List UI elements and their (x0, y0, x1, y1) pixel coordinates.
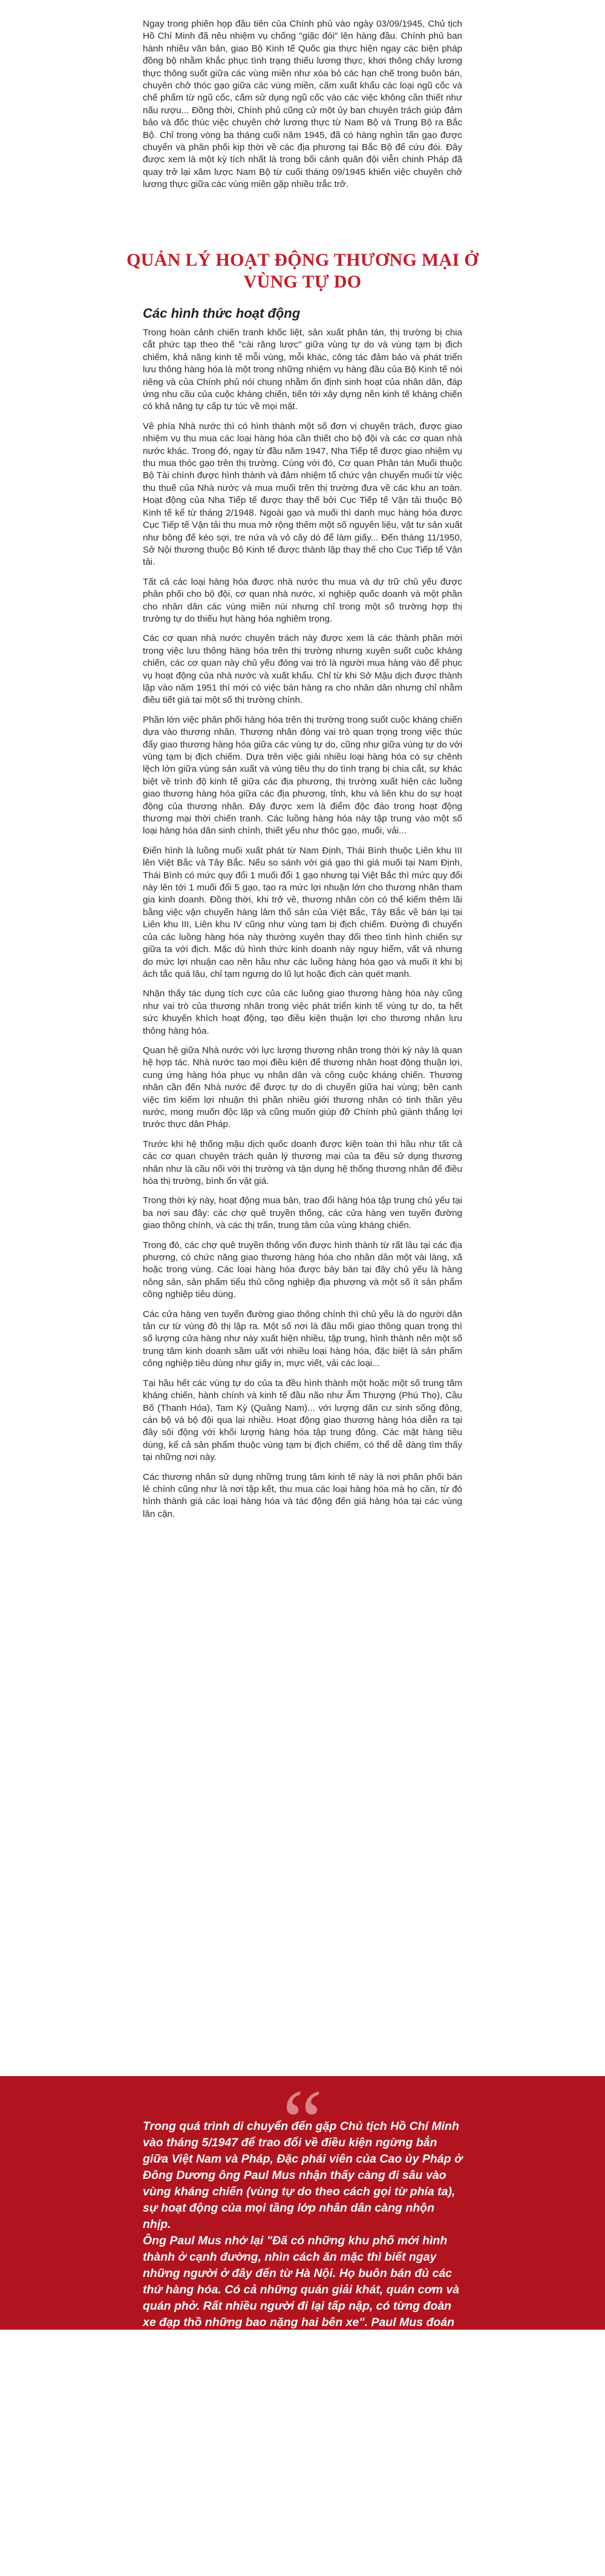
body-paragraph: Nhận thấy tác dụng tích cực của các luồng giao thương hàng hóa này cũng như vai trò của thương nhân trong việc phát triển kinh tế vùng tự do, ta hết sức khuyến khích hoạt động, tạo điều kiện thuận lợi cho thương nhân lưu thông hàng hóa. (143, 988, 462, 1036)
body-paragraph: Về phía Nhà nước thì có hình thành một số đơn vị chuyên trách, được giao nhiệm vụ thu mua các loại hàng hóa cần thiết cho bộ đội và các cơ quan nhà nước khác. Trong đó, ngay từ đầu năm 1947, Nha Tiếp tế được giao nhiệm vụ thu mua thóc gạo trên thị trường. Cùng với đó, Cơ quan Phân tán Muối thuộc Bộ Tài chính được hình thành và đảm nhiệm tổ chức vận chuyển muối từ việc thu thuế của Nhà nước và mua muối trên thị trường đưa về các khu an toàn. Hoạt động của Nha Tiếp tế được thay thế bởi Cục Tiếp tế Vận tải thuộc Bộ Kinh tế kể từ tháng 2/1948. Ngoài gạo và muối thì danh mục hàng hóa được Cục Tiếp tế Vận tải thu mua mở rộng thêm một số nguyên liệu, vật tư sản xuất như bông để kéo sợi, tre nứa và vỏ cây dó để làm giấy... Đến tháng 11/1950, Sở Nội thương thuộc Bộ Kinh tế được thành lập thay thế cho Cục Tiếp tế Vận tải. (143, 421, 462, 568)
quote-band (0, 2071, 605, 2574)
body-paragraph: Phần lớn việc phân phối hàng hóa trên thị trường trong suốt cuộc kháng chiến dựa vào thương nhân. Thương nhân đóng vai trò quan trọng trong việc thúc đẩy giao thương hàng hóa giữa các vùng tự do, cũng như giữa vùng tự do với vùng tạm bị địch chiếm. Dựa trên việc giải nhiều loại hàng hóa có sự chênh lệch lớn giữa vùng sản xuất và vùng tiêu thụ do tình trạng bị chia cắt, sự khác biệt về trình độ kinh tế giữa các địa phương, thị trường xuất hiện các luồng giao thương hàng hóa giữa các địa phương, tỉnh, khu và liên khu do sự hoạt động của thương nhân. Đây được xem là điểm độc đáo trong hoạt động thương mại thời chiến tranh. Các luồng hàng hóa này tập trung vào một số loại hàng hóa dân sinh chính, thiết yếu như thóc gạo, muối, vải... (143, 714, 462, 836)
body-paragraph: Quan hệ giữa Nhà nước với lực lượng thương nhân trong thời kỳ này là quan hệ hợp tác. Nhà nước tạo mọi điều kiện để thương nhân hoạt động thuận lợi, cung ứng hàng hóa phục vụ nhân dân và công cuộc kháng chiến. Thương nhân cần đến Nhà nước để được tự do di chuyển giữa hai vùng; bên cạnh việc tìm kiếm lợi nhuận thì phần nhiều giới thương nhân có tinh thần yêu nước, mong muốn độc lập và cũng muốn giúp đỡ Chính phủ giành thắng lợi trước thực dân Pháp. (143, 1045, 462, 1130)
body-paragraph: Điển hình là luồng muối xuất phát từ Nam Định, Thái Bình thuộc Liên khu III lên Việt Bắc và Tây Bắc. Nếu so sánh với giá gạo thì giá muối tại Nam Định, Thái Bình có mức quy đổi 1 muối đổi 1 gạo nhưng tại Việt Bắc thì mức quy đổi này lên tới 1 muối đổi 5 gạo, tạo ra mức lợi nhuận lớn cho thương nhân tham gia kinh doanh. Đồng thời, khi trở về, thương nhân còn có thể kiếm thêm lãi bằng việc vận chuyển hàng lâm thổ sản của Việt Bắc, Tây Bắc về bán lại tại Liên khu III, Liên khu IV cũng như vùng tạm bị địch chiếm. Đường đi chuyển của các luồng hàng hóa này thường xuyên thay đổi theo tình hình chiến sự giữa ta với địch. Mặc dù hình thức kinh doanh này nguy hiểm, vất vả nhưng do mức lợi nhuận cao nên hầu như các luồng hàng hóa gạo và muối ít khi bị ách tắc quá lâu, chỉ tạm ngưng do lũ lụt hoặc địch càn quét mạnh. (143, 845, 462, 979)
intro-section (143, 18, 462, 199)
body-paragraph: Các thương nhân sử dụng những trung tâm kinh tế này là nơi phân phối bán lẻ chính cũng như là nơi tập kết, thu mua các loại hàng hóa mà họ cần, từ đó hình thành giá các loại hàng hóa và tác động đến giá hàng hóa tại các vùng lân cận. (143, 1471, 462, 1519)
body-column (143, 327, 462, 1528)
quote-paragraph: Một đêm, trước khi gặp Chủ tịch Hồ Chí Minh vào ngày 12/05/1947, ông Paul Mus cho biết được dẫn vào xem một đô thị. Đô thị cũ đã bị phá nhưng nhiều phố có nhiều nhà mới làm bằng tre lợp lá cọ. Nhà nào cũng thắp đèn sáng để bán hàng. Rất đông người đi lại mua bán. Một đô thị buôn bán sầm uất như những khu phố ở ngoại thành Hà Nội mà Paul Mus đã biết. Mãi về sau, Paul Mus mới biết nơi đó là thị xã Thái Nguyên. (143, 2446, 462, 2574)
quote-paragraph: Ông Paul Mus nhớ lại "Đã có những khu phố mới hình thành ở cạnh đường, nhìn cách ăn mặc thì biết ngay những người ở đây đến từ Hà Nội. Họ buôn bán đủ các thứ hàng hóa. Có cả những quán giải khát, quán cơm và quán phở. Rất nhiều người đi lại tấp nập, có từng đoàn xe đạp thồ những bao nặng hai bên xe". Paul Mus đoán những kiện hàng này là gạo hoặc muối - hai thứ mặt hàng cực kỳ thiết yếu tại Việt Bắc nói riêng và vùng tự do nói chung. Nhiều lần qua những ngã tư, có dân quân ngăn đường, để bộ đội hành quân, Paul Mus và những người đi đường phải đợi rất lâu. Đi trong đêm tối các khách bộ hành mang nặng hàng hóa, nhưng họ vẫn cười nói vui vẻ. (143, 2234, 463, 2443)
body-paragraph: Tất cả các loại hàng hóa được nhà nước thu mua và dự trữ chủ yếu được phân phối cho bộ đội, cơ quan nhà nước, xí nghiệp quốc doanh và một phần cho nhân dân các vùng miền núi nhưng chỉ trong một số trường hợp thị trường tự do thiếu hụt hàng hóa nghiêm trọng. (143, 576, 462, 624)
quote-mark-icon: “ (282, 2071, 323, 2172)
quote-text (143, 2118, 463, 2576)
body-paragraph: Các cơ quan nhà nước chuyên trách này được xem là các thành phần mới trong việc lưu thông hàng hóa trên thị trường nhưng xuyên suốt cuộc kháng chiến, các cơ quan này chủ yếu đóng vai trò là người mua hàng vào để phục vụ hoạt động của nhà nước và xuất khẩu. Chỉ từ khi Sở Mậu dịch được thành lập vào năm 1951 thì mới có việc bán hàng ra cho nhân dân nhưng chỉ nhằm điều tiết giá tại một số thị trường chính. (143, 633, 462, 706)
body-paragraph: Các cửa hàng ven tuyến đường giao thông chính thì chủ yếu là do người dân tản cư từ vùng đô thị lập ra. Một số nơi là đầu mối giao thông quan trọng thì số lượng cửa hàng như này xuất hiện nhiều, tập trung, hình thành nên một số trung tâm kinh doanh sầm uất với nhiều loại hàng hóa, đặc biệt là sản phẩm công nghiệp tiêu dùng như giấy in, mực viết, vải các loại... (143, 1309, 462, 1369)
body-paragraph: Trong đó, các chợ quê truyền thống vốn được hình thành từ rất lâu tại các địa phương, có chức năng giao thương hàng hóa cho nhân dân một vài làng, xã hoặc trong vùng. Các loại hàng hóa được bày bán tại đây chủ yếu là hàng nông sản, sản phẩm tiểu thủ công nghiệp địa phương và một số ít sản phẩm công nghiệp tiêu dùng. (143, 1240, 462, 1300)
sub-heading: Các hình thức hoạt động (143, 306, 301, 321)
intro-paragraph: Ngay trong phiên họp đầu tiên của Chính phủ vào ngày 03/09/1945, Chủ tịch Hồ Chí Minh đã nêu nhiệm vụ chống "giặc đói" lên hàng đầu. Chính phủ ban hành nhiều văn bản, giao Bộ Kinh tế Quốc gia thực hiện ngay các biện pháp đồng bộ nhằm khắc phục tình trạng thiếu lương thực, khơi thông chảy lương thực thông suốt giữa các vùng miền như xóa bỏ các hạn chế trong buôn bán, chuyên chở thóc gạo giữa các vùng miền, cấm xuất khẩu các loại ngũ cốc và chế phẩm từ ngũ cốc, cấm sử dụng ngũ cốc vào các việc không cần thiết như nấu rượu... Đồng thời, Chính phủ cũng cử một ủy ban chuyên trách giúp đảm bảo và đốc thúc việc chuyên chở lương thực từ Nam Bộ và Trung Bộ ra Bắc Bộ. Chỉ trong vòng ba tháng cuối năm 1945, đã có hàng nghìn tấn gạo được chuyển và phân phối kịp thời về các địa phương tại Bắc Bộ để cứu đói. Đây được xem là một kỳ tích nhất là trong bối cảnh quân đội viễn chinh Pháp đã quay trở lại xâm lược Nam Bộ từ cuối tháng 09/1945 khiến việc chuyên chở lương thực giữa các vùng miền gặp nhiều trắc trở. (143, 19, 462, 190)
section-title: QUẢN LÝ HOẠT ĐỘNG THƯƠNG MẠI Ở VÙNG TỰ DO (126, 250, 479, 292)
quote-paragraph: Trong quá trình di chuyển đến gặp Chủ tịch Hồ Chí Minh vào tháng 5/1947 để trao đổi về điều kiện ngừng bắn giữa Việt Nam và Pháp, Đặc phái viên của Cao ủy Pháp ở Đông Dương ông Paul Mus nhận thấy càng đi sâu vào vùng kháng chiến (vùng tự do theo cách gọi từ phía ta), sự hoạt động của mọi tầng lớp nhân dân càng nhộn nhịp. (143, 2120, 463, 2231)
body-paragraph: Trong hoàn cảnh chiến tranh khốc liệt, sản xuất phân tán, thị trường bị chia cắt phức tạp theo thế "cài răng lược" giữa vùng tự do và vùng tạm bị địch chiếm, khả năng kinh tế mỗi vùng, mỗi khác, công tác đảm bảo và phát triển lưu thông hàng hóa là một trong những nhiệm vụ hàng đầu của Bộ Kinh tế nói riêng và của Chính phủ nói chung nhằm ổn định sinh hoạt của nhân dân, đáp ứng nhu cầu của cuộc kháng chiến, tiến tới xây dựng nền kinh tế kháng chiến có khả năng tự cấp tự túc về mọi mặt. (143, 327, 462, 412)
body-paragraph: Trong thời kỳ này, hoạt động mua bán, trao đổi hàng hóa tập trung chủ yếu tại ba nơi sau đây: các chợ quê truyền thống, các cửa hàng ven tuyến đường giao thông chính, và các thị trấn, trung tâm của vùng kháng chiến. (143, 1195, 462, 1231)
body-paragraph: Trước khi hệ thống mậu dịch quốc doanh được kiện toàn thì hầu như tất cả các cơ quan chuyên trách quản lý thương mại của ta đều sử dụng thương nhân như là cầu nối với thị trường và tận dụng hệ thống thương nhân để điều hòa thị trường, bình ổn vật giá. (143, 1138, 462, 1186)
body-paragraph: Tại hầu hết các vùng tự do của ta đều hình thành một hoặc một số trung tâm kháng chiến, hành chính và kinh tế đầu não như Ấm Thượng (Phú Thọ), Cầu Bố (Thanh Hóa), Tam Kỳ (Quảng Nam)... với lượng dân cư sinh sống đông, cán bộ và bộ đội qua lại nhiều. Hoạt động giao thương hàng hóa diễn ra tại đây sôi động với khối lượng hàng hóa tập trung đông. Các mặt hàng tiêu dùng, kể cả sản phẩm thuộc vùng tạm bị địch chiếm, có thể dễ dàng tìm thấy tại những nơi này. (143, 1378, 462, 1463)
